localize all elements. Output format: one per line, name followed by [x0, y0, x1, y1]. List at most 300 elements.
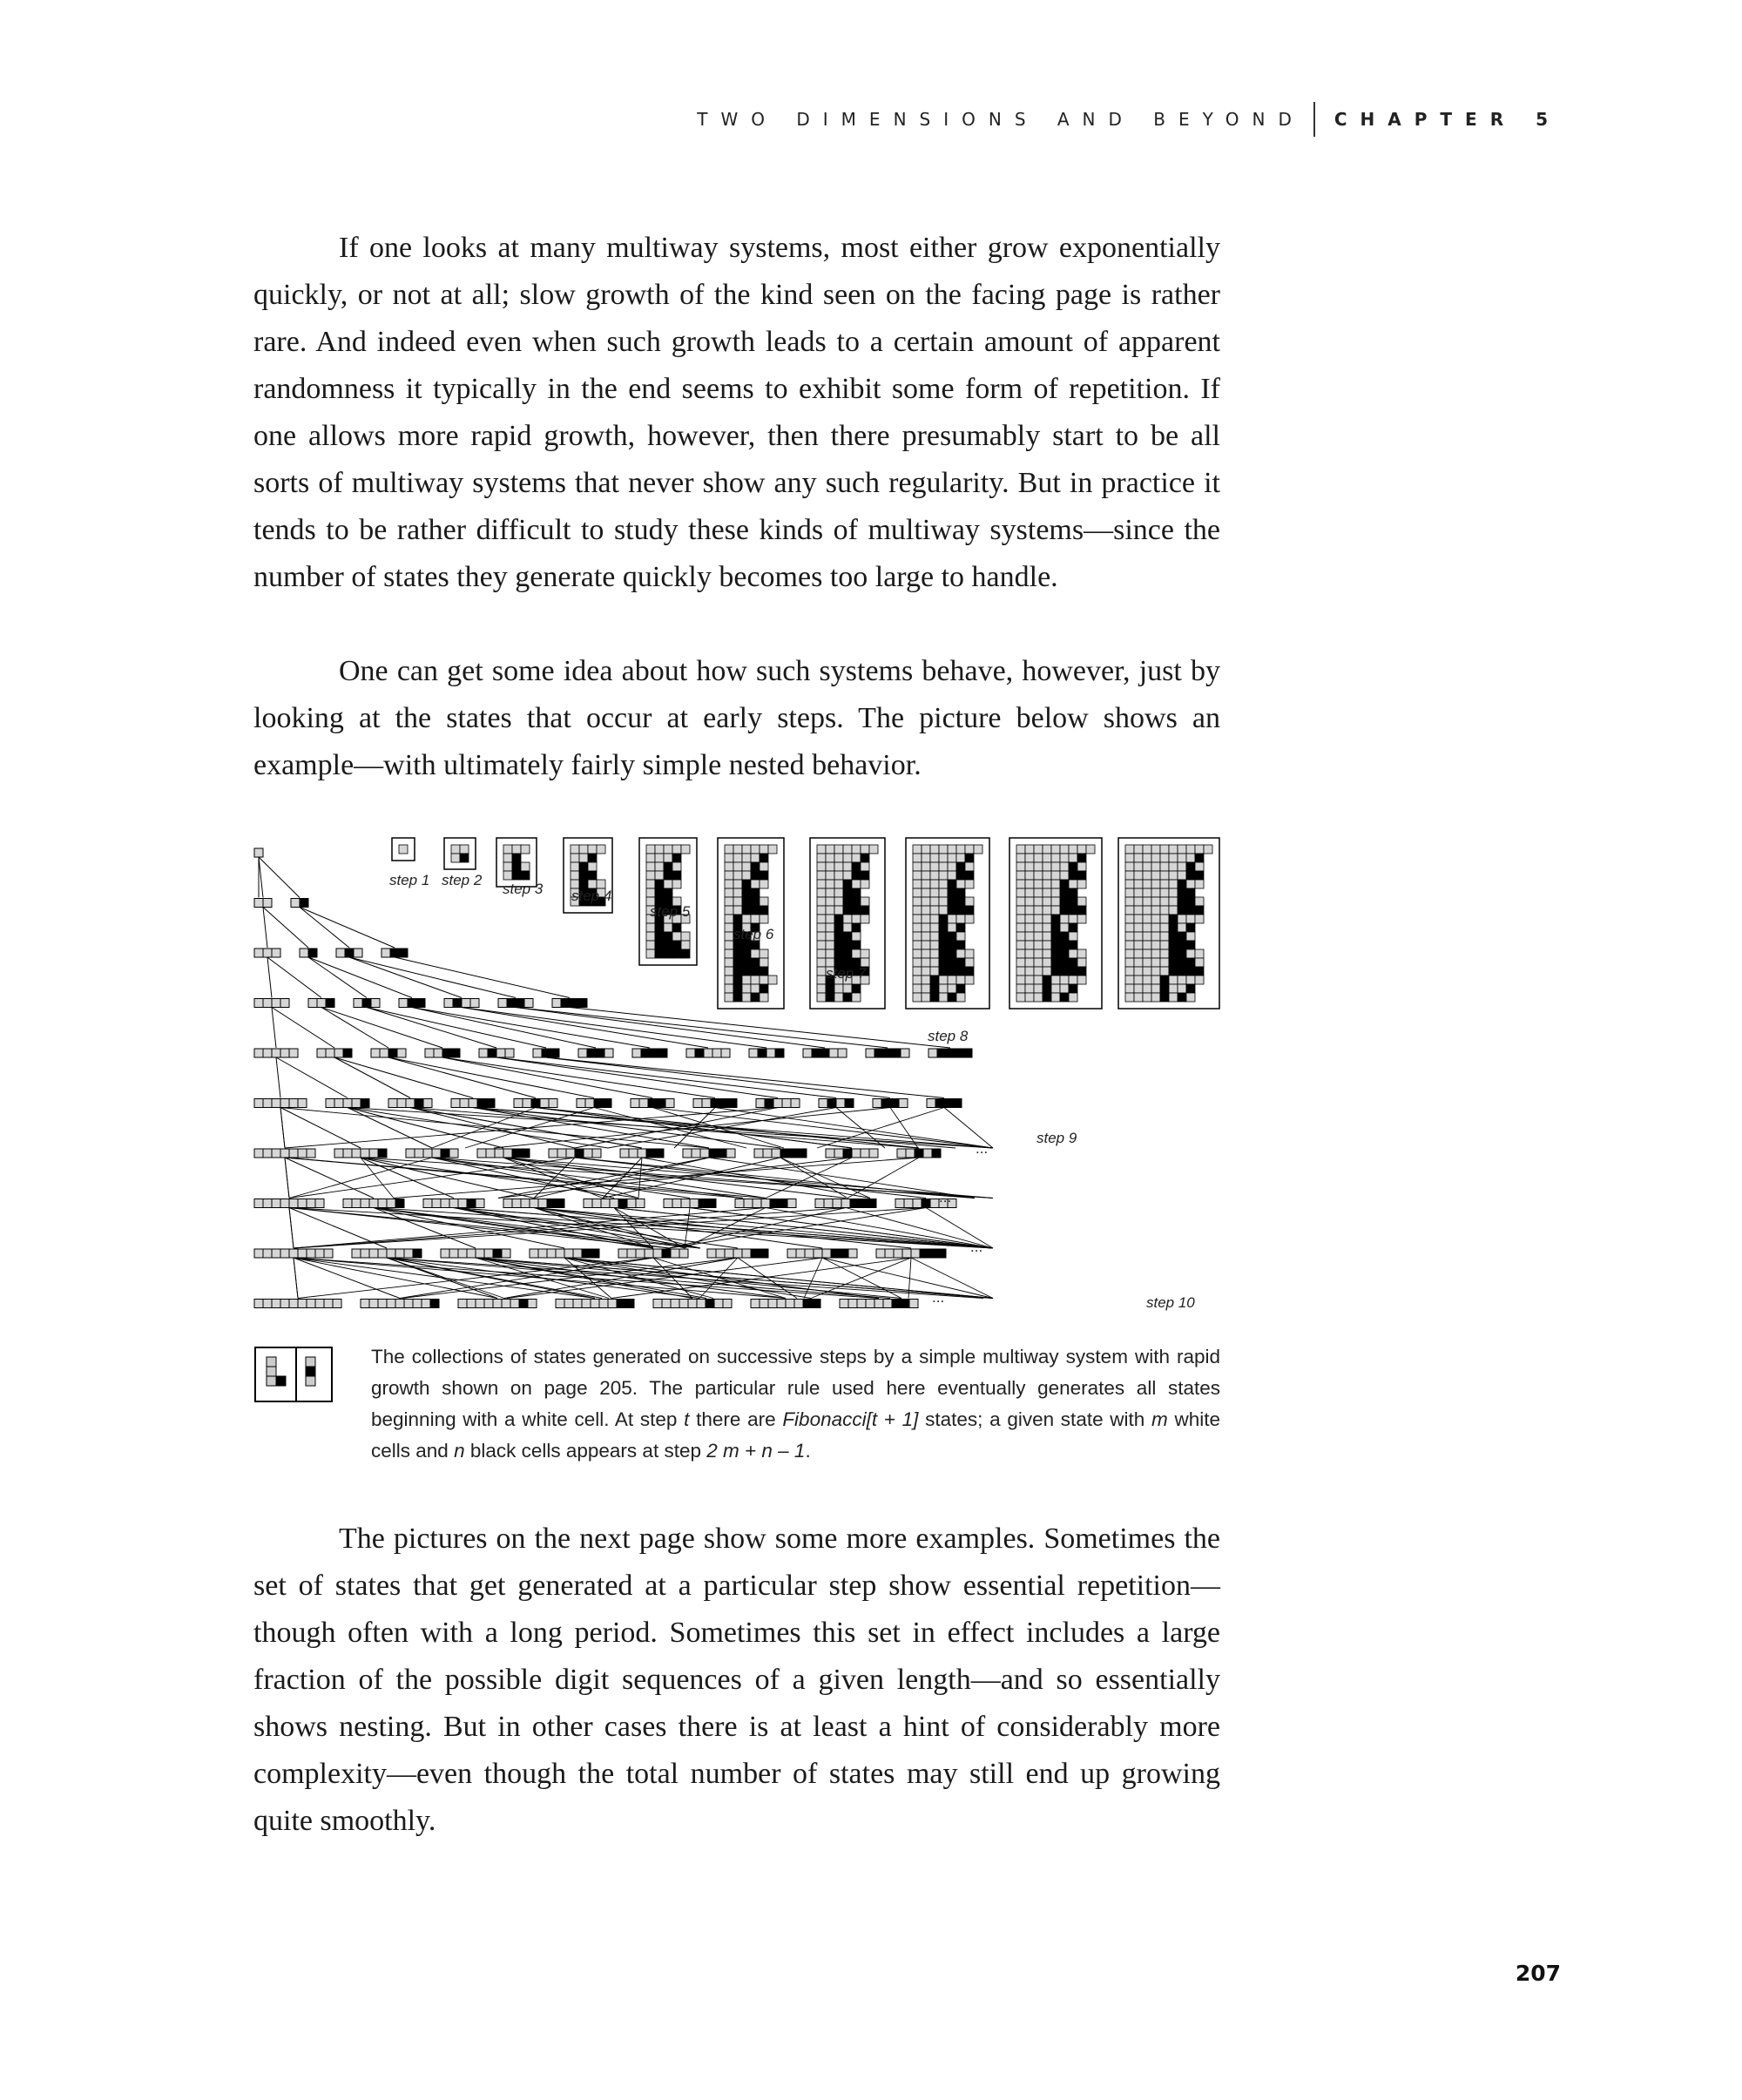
white-cell: [280, 1149, 289, 1158]
black-cell: [890, 1099, 899, 1108]
white-cell: [861, 880, 869, 888]
black-cell: [1169, 967, 1178, 976]
white-cell: [760, 976, 768, 984]
transition-arrow: [611, 1258, 911, 1299]
black-cell: [467, 1199, 476, 1208]
white-cell: [1043, 958, 1051, 967]
white-cell: [272, 949, 280, 957]
black-cell: [441, 1149, 449, 1158]
white-cell: [725, 941, 733, 949]
white-cell: [922, 976, 930, 984]
black-cell: [944, 1099, 953, 1108]
state-cell-row: [618, 1249, 688, 1258]
running-head: [697, 102, 1561, 137]
white-cell: [1134, 897, 1143, 906]
white-cell: [760, 993, 768, 1002]
white-cell: [632, 1049, 641, 1057]
white-cell: [289, 1099, 298, 1108]
black-cell: [361, 1099, 369, 1108]
state-cell-row: [334, 1149, 387, 1158]
white-cell: [1151, 976, 1160, 984]
ellipsis: ...: [970, 1239, 983, 1255]
transition-arrow: [259, 857, 300, 898]
white-cell: [1016, 906, 1025, 915]
white-cell: [352, 1149, 361, 1158]
white-cell: [1043, 880, 1051, 888]
white-cell: [1069, 932, 1077, 941]
white-cell: [930, 923, 939, 932]
white-cell: [1151, 967, 1160, 976]
black-cell: [453, 999, 462, 1008]
black-cell: [760, 984, 768, 993]
black-cell: [843, 932, 852, 941]
state-cell-row: [584, 1199, 645, 1208]
white-cell: [503, 871, 512, 880]
white-cell: [1143, 993, 1151, 1002]
transition-arrow: [267, 957, 321, 998]
white-cell: [646, 854, 655, 862]
white-cell: [1143, 949, 1151, 958]
white-cell: [817, 932, 826, 941]
white-cell: [1160, 932, 1169, 941]
white-cell: [742, 862, 751, 871]
white-cell: [965, 880, 974, 888]
black-cell: [1051, 949, 1060, 958]
state-cell-row: [578, 1049, 613, 1057]
black-cell: [892, 1300, 901, 1308]
white-cell: [1034, 949, 1043, 958]
white-cell: [1077, 915, 1086, 923]
white-cell: [1125, 854, 1134, 862]
black-cell: [1069, 967, 1077, 976]
white-cell: [627, 1199, 636, 1208]
transition-arrow: [536, 1108, 852, 1149]
white-cell: [1051, 906, 1060, 915]
white-cell: [476, 1249, 484, 1258]
black-cell: [733, 915, 742, 923]
black-cell: [579, 862, 588, 871]
black-cell: [861, 871, 869, 880]
white-cell: [1025, 923, 1034, 932]
white-cell: [307, 1199, 315, 1208]
white-cell: [289, 1049, 298, 1057]
white-cell: [861, 915, 869, 923]
white-cell: [1043, 888, 1051, 897]
black-cell: [707, 1199, 716, 1208]
black-cell: [519, 1300, 528, 1308]
white-cell: [1051, 845, 1060, 854]
black-cell: [742, 958, 751, 967]
black-cell: [948, 993, 956, 1002]
white-cell: [852, 880, 861, 888]
white-cell: [289, 1199, 298, 1208]
transition-arrow: [334, 1057, 410, 1098]
white-cell: [930, 845, 939, 854]
black-cell: [901, 1300, 909, 1308]
transition-arrow: [367, 1008, 546, 1049]
white-cell: [1143, 923, 1151, 932]
white-cell: [629, 1149, 638, 1158]
white-cell: [760, 897, 768, 906]
black-cell: [758, 1049, 766, 1057]
white-cell: [725, 958, 733, 967]
white-cell: [826, 880, 834, 888]
white-cell: [280, 1249, 289, 1258]
step-panel-5: [639, 838, 697, 965]
body-paragraph-2: [253, 648, 1220, 789]
white-cell: [1125, 958, 1134, 967]
step-label-8: step 8: [928, 1028, 969, 1044]
black-cell: [948, 897, 956, 906]
state-cell-row: [533, 1049, 559, 1057]
white-cell: [922, 923, 930, 932]
white-cell: [679, 1300, 688, 1308]
black-cell: [939, 941, 948, 949]
white-cell: [725, 854, 733, 862]
white-cell: [1151, 854, 1160, 862]
white-cell: [911, 1249, 920, 1258]
black-cell: [1186, 941, 1195, 949]
white-cell: [725, 949, 733, 958]
multiway-diagram: [244, 836, 1237, 1324]
black-cell: [1043, 976, 1051, 984]
black-cell: [556, 1199, 564, 1208]
white-cell: [723, 1300, 732, 1308]
black-cell: [596, 1049, 604, 1057]
black-cell: [760, 967, 768, 976]
white-cell: [733, 888, 742, 897]
white-cell: [922, 854, 930, 862]
white-cell: [378, 1249, 387, 1258]
white-cell: [791, 1099, 800, 1108]
white-cell: [824, 1199, 833, 1208]
white-cell: [1034, 906, 1043, 915]
black-cell: [1178, 906, 1186, 915]
white-cell: [733, 871, 742, 880]
black-cell: [641, 1049, 650, 1057]
white-cell: [387, 1199, 395, 1208]
black-cell: [345, 949, 354, 957]
white-cell: [1125, 888, 1134, 897]
white-cell: [441, 1199, 449, 1208]
white-cell: [742, 976, 751, 984]
white-cell: [326, 1099, 334, 1108]
white-cell: [956, 845, 965, 854]
white-cell: [254, 899, 263, 908]
black-cell: [733, 967, 742, 976]
white-cell: [646, 941, 655, 949]
black-cell: [956, 897, 965, 906]
white-cell: [352, 1199, 361, 1208]
white-cell: [1051, 880, 1060, 888]
white-cell: [289, 1300, 298, 1308]
white-cell: [263, 1099, 272, 1108]
white-cell: [476, 1300, 484, 1308]
white-cell: [930, 897, 939, 906]
white-cell: [1016, 871, 1025, 880]
white-cell: [852, 949, 861, 958]
black-cell: [618, 1199, 627, 1208]
state-cell-row: [686, 1049, 730, 1057]
white-cell: [843, 862, 852, 871]
white-cell: [1060, 923, 1069, 932]
white-cell: [378, 1199, 387, 1208]
white-cell: [672, 862, 681, 871]
black-cell: [655, 949, 664, 958]
white-cell: [1077, 897, 1086, 906]
white-cell: [395, 1249, 404, 1258]
white-cell: [503, 1149, 512, 1158]
white-cell: [343, 1149, 352, 1158]
state-cell-row: [254, 1149, 315, 1158]
white-cell: [725, 923, 733, 932]
white-cell: [913, 932, 922, 941]
state-cell-row: [707, 1249, 768, 1258]
white-cell: [538, 1199, 547, 1208]
white-cell: [897, 1149, 906, 1158]
white-cell: [817, 880, 826, 888]
black-cell: [542, 1049, 550, 1057]
white-cell: [280, 999, 289, 1008]
black-cell: [561, 999, 570, 1008]
black-cell: [852, 984, 861, 993]
black-cell: [874, 1049, 883, 1057]
white-cell: [836, 1099, 845, 1108]
white-cell: [1125, 976, 1134, 984]
black-cell: [760, 906, 768, 915]
white-cell: [1016, 932, 1025, 941]
white-cell: [956, 880, 965, 888]
white-cell: [913, 993, 922, 1002]
black-cell: [442, 1049, 451, 1057]
white-cell: [742, 993, 751, 1002]
black-cell: [760, 871, 768, 880]
black-cell: [655, 1149, 664, 1158]
white-cell: [956, 993, 965, 1002]
black-cell: [751, 993, 760, 1002]
state-cell-row: [254, 1099, 307, 1108]
white-cell: [834, 993, 843, 1002]
white-cell: [1060, 845, 1069, 854]
white-cell: [352, 1249, 361, 1258]
black-cell: [395, 1199, 404, 1208]
white-cell: [930, 888, 939, 897]
white-cell: [1160, 915, 1169, 923]
transition-arrow: [690, 1208, 993, 1249]
white-cell: [939, 871, 948, 880]
state-cell-row: [441, 1249, 510, 1258]
white-cell: [913, 897, 922, 906]
black-cell: [850, 1199, 859, 1208]
step-panel-2: [444, 838, 476, 869]
white-cell: [1025, 862, 1034, 871]
white-cell: [272, 1099, 280, 1108]
white-cell: [538, 1249, 547, 1258]
white-cell: [263, 1149, 272, 1158]
white-cell: [913, 880, 922, 888]
white-cell: [524, 999, 533, 1008]
step-label-4: step 4: [571, 888, 612, 904]
black-cell: [948, 941, 956, 949]
white-cell: [974, 845, 982, 854]
white-cell: [848, 1300, 857, 1308]
state-cell-row: [866, 1049, 909, 1057]
white-cell: [861, 845, 869, 854]
white-cell: [1151, 906, 1160, 915]
white-cell: [1186, 880, 1195, 888]
black-cell: [718, 1149, 726, 1158]
state-cell-row: [693, 1099, 737, 1108]
white-cell: [883, 1300, 892, 1308]
white-cell: [965, 897, 974, 906]
white-cell: [571, 845, 579, 854]
white-cell: [948, 871, 956, 880]
white-cell: [1043, 906, 1051, 915]
black-cell: [760, 854, 768, 862]
white-cell: [254, 848, 263, 857]
black-cell: [486, 1099, 495, 1108]
white-cell: [803, 1049, 812, 1057]
state-cell-row: [254, 1049, 298, 1057]
white-cell: [817, 984, 826, 993]
white-cell: [826, 906, 834, 915]
black-cell: [664, 932, 672, 941]
state-cell-row: [308, 999, 334, 1008]
transition-arrow: [454, 1208, 653, 1249]
white-cell: [733, 862, 742, 871]
white-cell: [930, 862, 939, 871]
white-cell: [315, 1300, 324, 1308]
white-cell: [817, 923, 826, 932]
white-cell: [577, 1099, 585, 1108]
white-cell: [336, 949, 345, 957]
white-cell: [444, 999, 453, 1008]
white-cell: [826, 941, 834, 949]
white-cell: [272, 1199, 280, 1208]
black-cell: [1060, 949, 1069, 958]
white-cell: [922, 967, 930, 976]
black-cell: [1069, 958, 1077, 967]
white-cell: [1034, 845, 1043, 854]
white-cell: [354, 949, 362, 957]
white-cell: [1016, 923, 1025, 932]
state-cell-row: [254, 899, 272, 908]
white-cell: [604, 1049, 613, 1057]
white-cell: [768, 845, 777, 854]
black-cell: [430, 1300, 439, 1308]
step-label-10: step 10: [1146, 1294, 1195, 1311]
black-cell: [751, 897, 760, 906]
black-cell: [1186, 871, 1195, 880]
transition-arrow: [361, 1158, 638, 1199]
white-cell: [263, 1249, 272, 1258]
white-cell: [930, 967, 939, 976]
white-cell: [280, 1300, 289, 1308]
white-cell: [254, 1249, 263, 1258]
white-cell: [671, 1249, 679, 1258]
black-cell: [493, 1249, 502, 1258]
black-cell: [1060, 888, 1069, 897]
white-cell: [1125, 880, 1134, 888]
white-cell: [913, 967, 922, 976]
white-cell: [725, 1249, 733, 1258]
state-cell-row: [425, 1049, 460, 1057]
white-cell: [692, 1149, 700, 1158]
white-cell: [1195, 845, 1204, 854]
black-cell: [521, 1149, 530, 1158]
rule-icon: [254, 1347, 333, 1407]
white-cell: [1016, 941, 1025, 949]
transition-arrow: [348, 1108, 608, 1149]
white-cell: [1134, 958, 1143, 967]
black-cell: [1051, 915, 1060, 923]
white-cell: [700, 1149, 709, 1158]
white-cell: [1077, 862, 1086, 871]
white-cell: [939, 897, 948, 906]
white-cell: [922, 941, 930, 949]
black-cell: [930, 984, 939, 993]
white-cell: [1160, 880, 1169, 888]
white-cell: [852, 932, 861, 941]
black-cell: [939, 949, 948, 958]
black-cell: [733, 958, 742, 967]
white-cell: [1178, 854, 1186, 862]
white-cell: [579, 845, 588, 854]
black-cell: [388, 1049, 397, 1057]
white-cell: [817, 941, 826, 949]
white-cell: [948, 976, 956, 984]
white-cell: [503, 854, 512, 862]
white-cell: [761, 1199, 770, 1208]
white-cell: [939, 976, 948, 984]
black-cell: [1051, 923, 1060, 932]
white-cell: [939, 845, 948, 854]
transition-arrow: [473, 1108, 955, 1149]
white-cell: [817, 888, 826, 897]
white-cell: [1025, 941, 1034, 949]
white-cell: [460, 1099, 469, 1108]
white-cell: [361, 1300, 369, 1308]
white-cell: [913, 923, 922, 932]
state-cell-row: [254, 1249, 333, 1258]
white-cell: [300, 949, 308, 957]
white-cell: [826, 915, 834, 923]
white-cell: [930, 854, 939, 862]
black-cell: [1169, 932, 1178, 941]
black-cell: [852, 906, 861, 915]
black-cell: [930, 993, 939, 1002]
white-cell: [1025, 854, 1034, 862]
white-cell: [913, 871, 922, 880]
white-cell: [1034, 976, 1043, 984]
black-cell: [588, 871, 597, 880]
step-panel-1: [392, 838, 415, 861]
white-cell: [1169, 845, 1178, 854]
white-cell: [646, 880, 655, 888]
black-cell: [1043, 993, 1051, 1002]
white-cell: [922, 932, 930, 941]
black-cell: [1169, 915, 1178, 923]
white-cell: [913, 941, 922, 949]
white-cell: [817, 854, 826, 862]
white-cell: [528, 1300, 537, 1308]
white-cell: [1077, 880, 1086, 888]
step-panel-6: [718, 838, 784, 1009]
white-cell: [1125, 932, 1134, 941]
black-cell: [742, 897, 751, 906]
black-cell: [1178, 897, 1186, 906]
black-cell: [843, 941, 852, 949]
